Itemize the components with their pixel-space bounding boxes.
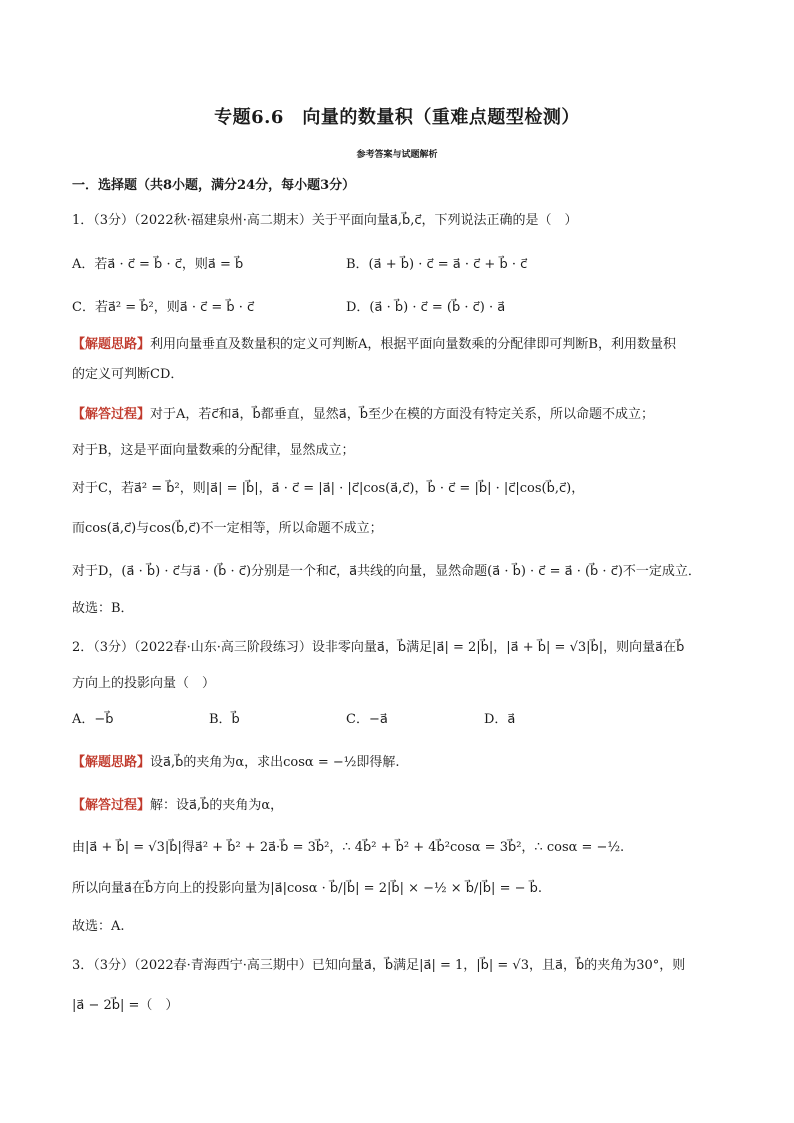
- q1-option-a: A．若a⃗ · c⃗ = b⃗ · c⃗，则a⃗ = b⃗: [72, 257, 244, 272]
- q1-thinking-text: 利用向量垂直及数量积的定义可判断A，根据平面向量数乘的分配律即可判断B，利用数量积: [150, 337, 676, 352]
- q2-thinking: [72, 754, 732, 772]
- q2-process-line-3: 所以向量a⃗在b⃗方向上的投影向量为|a⃗|cosα · b⃗/|b⃗| = 2|b⃗| × −½ × b⃗/|b⃗| = − b⃗.: [72, 881, 542, 896]
- page-title: 专题6.6 向量的数量积（重难点题型检测）: [214, 107, 580, 128]
- question-3-stem-cont: |a⃗ − 2b⃗| =（ ）: [72, 998, 179, 1013]
- q1-process-line-5: 对于D，(a⃗ · b⃗) · c⃗与a⃗ · (b⃗ · c⃗)分别是一个和c⃗，a⃗共线的向量，显然命题(a⃗ · b⃗) · c⃗ = a⃗ · (b⃗ · c⃗)不一定成立．: [72, 564, 701, 579]
- q2-option-b: B．b⃗: [209, 712, 240, 727]
- question-3-stem: 3．（3分）（2022春·青海西宁·高三期中）已知向量a⃗，b⃗满足|a⃗| = 1，|b⃗| = √3，且a⃗，b⃗的夹角为30°，则: [72, 958, 686, 973]
- page-subtitle: 参考答案与试题解析: [356, 150, 438, 160]
- question-2-stem: 2．（3分）（2022春·山东·高三阶段练习）设非零向量a⃗，b⃗满足|a⃗| = 2|b⃗|，|a⃗ + b⃗| = √3|b⃗|，则向量a⃗在b⃗: [72, 640, 685, 655]
- q1-option-d: D．(a⃗ · b⃗) · c⃗ = (b⃗ · c⃗) · a⃗: [346, 300, 506, 315]
- q2-process: [72, 797, 732, 815]
- q2-answer: 故选：A.: [72, 919, 125, 934]
- q1-process-tag: 【解答过程】: [72, 407, 151, 422]
- q2-process-line-2: 由|a⃗ + b⃗| = √3|b⃗|得a⃗² + b⃗² + 2a⃗·b⃗ = 3b⃗²，∴ 4b⃗² + b⃗² + 4b⃗²cosα = 3b⃗²，∴ cosα = −½.: [72, 840, 625, 855]
- q1-thinking-cont: 的定义可判断CD．: [72, 367, 184, 382]
- q2-thinking-text: 设a⃗,b⃗的夹角为α，求出cosα = −½即得解.: [150, 755, 400, 770]
- q1-process: [72, 406, 732, 424]
- q2-option-c: C．−a⃗: [346, 712, 388, 727]
- q1-thinking: [72, 336, 732, 354]
- q1-process-text: 对于A，若c⃗和a⃗，b⃗都垂直，显然a⃗，b⃗至少在模的方面没有特定关系，所以命题不成立；: [150, 407, 654, 422]
- q1-process-line-3: 对于C，若a⃗² = b⃗²，则|a⃗| = |b⃗|，a⃗ · c⃗ = |a⃗| · |c⃗|cos(a⃗,c⃗)，b⃗ · c⃗ = |b⃗| · |c⃗|cos(b⃗,c⃗)，: [72, 481, 585, 496]
- q2-option-a: A．−b⃗: [72, 712, 114, 727]
- q1-process-line-2: 对于B，这是平面向量数乘的分配律，显然成立；: [72, 443, 355, 458]
- q2-option-d: D．a⃗: [484, 712, 516, 727]
- q2-process-tag: 【解答过程】: [72, 798, 151, 813]
- question-1-stem: 1．（3分）（2022秋·福建泉州·高二期末）关于平面向量a⃗,b⃗,c⃗，下列说法正确的是（ ）: [72, 213, 578, 228]
- q2-process-text: 解：设a⃗,b⃗的夹角为α，: [150, 798, 284, 813]
- q2-thinking-tag: 【解题思路】: [72, 755, 151, 770]
- q1-answer: 故选：B．: [72, 601, 134, 616]
- q1-process-line-4: 而cos(a⃗,c⃗)与cos(b⃗,c⃗)不一定相等，所以命题不成立；: [72, 521, 383, 536]
- q1-thinking-tag: 【解题思路】: [72, 337, 151, 352]
- q1-option-c: C．若a⃗² = b⃗²，则a⃗ · c⃗ = b⃗ · c⃗: [72, 300, 255, 315]
- q1-option-b: B．(a⃗ + b⃗) · c⃗ = a⃗ · c⃗ + b⃗ · c⃗: [346, 257, 528, 272]
- section-heading: 一．选择题（共8小题，满分24分，每小题3分）: [72, 178, 356, 193]
- question-2-stem-cont: 方向上的投影向量（ ）: [72, 676, 216, 691]
